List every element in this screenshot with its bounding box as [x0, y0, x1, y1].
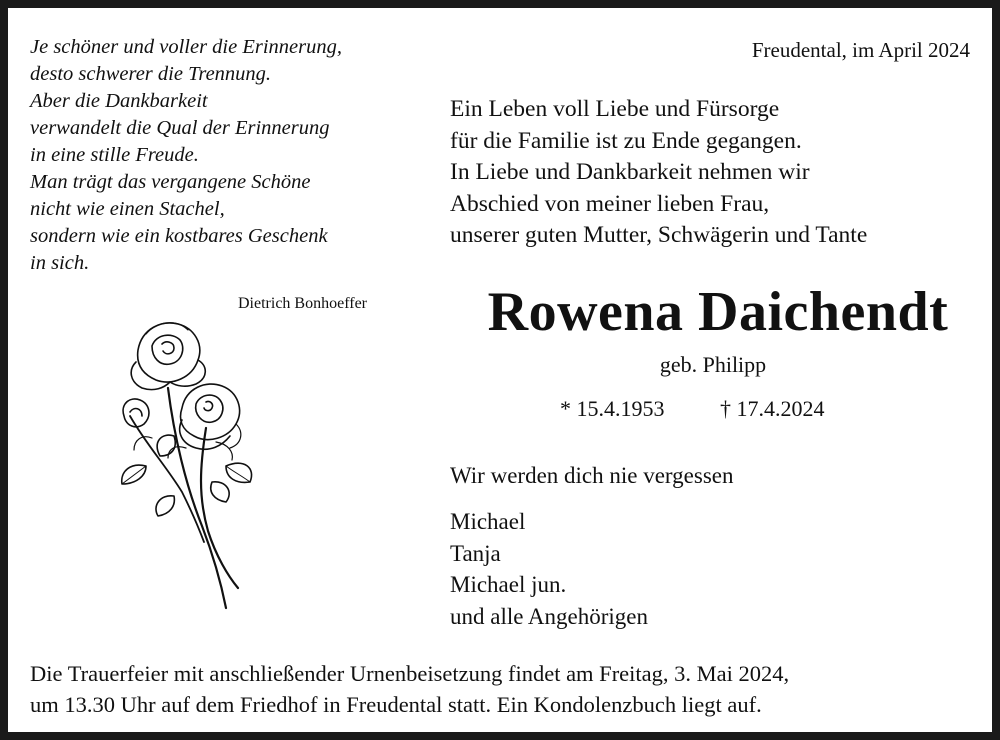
- mourner: und alle Angehörigen: [450, 603, 649, 629]
- quote-line: Aber die Dankbarkeit: [30, 90, 208, 112]
- death-date: † 17.4.2024: [720, 396, 825, 421]
- intro-text: [450, 94, 867, 252]
- intro-line: Ein Leben voll Liebe und Fürsorge: [450, 96, 780, 122]
- birth-date: * 15.4.1953: [560, 396, 665, 421]
- quote-line: in sich.: [30, 252, 90, 274]
- deceased-name: Rowena Daichendt: [487, 281, 949, 343]
- quote-line: desto schwerer die Trennung.: [30, 63, 272, 85]
- quote-line: verwandelt die Qual der Erinnerung: [30, 117, 330, 139]
- quote-author: Dietrich Bonhoeffer: [238, 295, 367, 312]
- farewell-motto: Wir werden dich nie vergessen: [450, 463, 734, 488]
- quote-line: Je schöner und voller die Erinnerung,: [30, 36, 342, 58]
- mourner: Michael: [450, 509, 526, 534]
- bonhoeffer-quote: [30, 34, 400, 312]
- quote-line: nicht wie einen Stachel,: [30, 198, 225, 220]
- service-line: um 13.30 Uhr auf dem Friedhof in Freudental statt. Ein Kondolenzbuch liegt auf.: [30, 692, 762, 717]
- service-line: Die Trauerfeier mit anschließender Urnenbeisetzung findet am Freitag, 3. Mai 2024,: [30, 661, 790, 686]
- intro-line: In Liebe und Dankbarkeit nehmen wir: [450, 159, 810, 185]
- quote-line: sondern wie ein kostbares Geschenk: [30, 225, 328, 247]
- intro-line: Abschied von meiner lieben Frau,: [450, 190, 770, 217]
- mourner: Michael jun.: [450, 572, 567, 597]
- mourners-list: [450, 506, 648, 632]
- quote-line: Man trägt das vergangene Schöne: [30, 171, 311, 193]
- dateline: Freudental, im April 2024: [751, 38, 970, 62]
- intro-line: für die Familie ist zu Ende gegangen.: [450, 127, 802, 154]
- funeral-service-info: [30, 658, 789, 720]
- maiden-name: geb. Philipp: [659, 352, 767, 377]
- quote-line: in eine stille Freude.: [30, 144, 199, 166]
- mourner: Tanja: [450, 540, 501, 566]
- intro-line: unserer guten Mutter, Schwägerin und Tante: [450, 222, 868, 248]
- roses-illustration-icon: [116, 316, 256, 616]
